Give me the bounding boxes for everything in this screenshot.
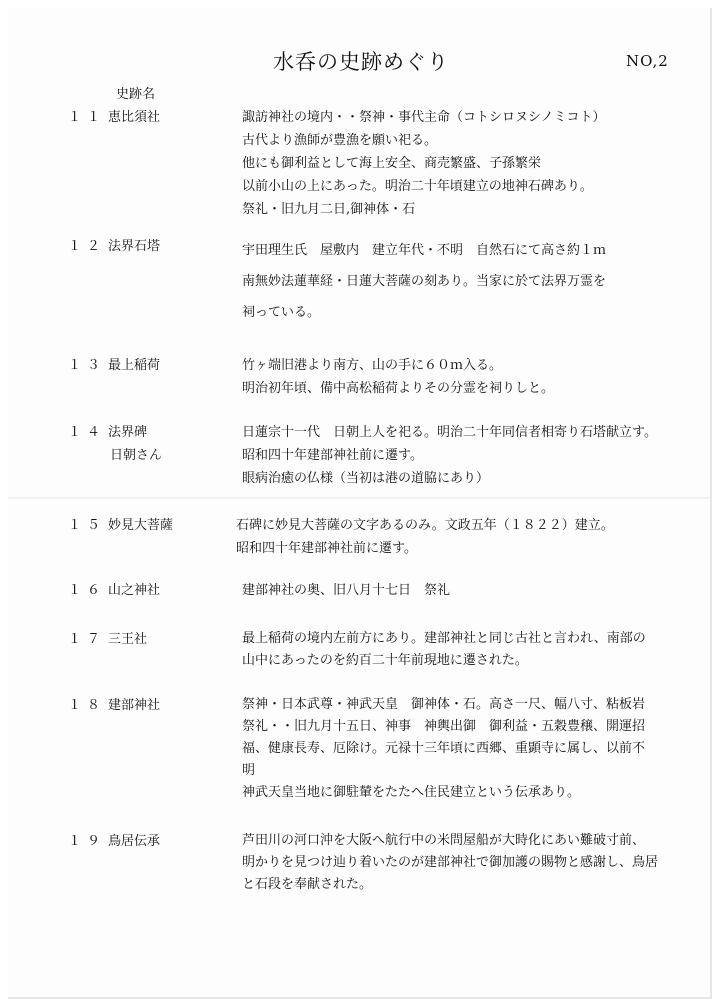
entry-number: １６: [68, 583, 107, 598]
description-line: 古代より漁師が豊漁を願い祀る。: [242, 133, 438, 148]
description-line: 最上稲荷の境内左前方にあり。建部神社と同じ古社と言われ、南部の: [242, 631, 646, 646]
description-line: 芦田川の河口沖を大阪へ航行中の米問屋船が大時化にあい難破寸前、: [242, 833, 646, 848]
paper-fold-line: [8, 497, 710, 499]
description-line: 日蓮宗十一代 日朝上人を祀る。明治二十年同信者相寄り石塔献立す。: [242, 425, 657, 440]
entry-number: １１: [68, 110, 107, 125]
description-line: 宇田理生氏 屋敷内 建立年代・不明 自然石にて高さ約１ｍ: [242, 243, 607, 258]
description-line: 祠っている。: [242, 305, 321, 320]
description-line: と石段を奉献された。: [242, 877, 373, 892]
entry-description: [242, 628, 646, 672]
description-line: 建部神社の奥、旧八月十七日 祭礼: [242, 583, 451, 598]
column-header-site-name: 史跡名: [116, 87, 156, 102]
entry-number: １７: [68, 632, 107, 647]
entry-description: [242, 694, 645, 804]
description-line: 神武天皇当地に御駐輦をたたへ住民建立という伝承あり。: [242, 785, 581, 800]
entry-description: [242, 106, 605, 221]
page-number: NO,2: [626, 52, 669, 70]
description-line: 山中にあったのを約百二十年前現地に遷された。: [242, 653, 528, 668]
entry-name-line: 山之神社: [108, 583, 161, 598]
description-line: 石碑に妙見大菩薩の文字あるのみ。文政五年（１８２２）建立。: [236, 518, 614, 533]
description-line: 昭和四十年建部神社前に遷す。: [242, 448, 423, 463]
description-line: 祭礼・・旧九月十五日、神事 神輿出御 御利益・五穀豊穣、開運招: [242, 719, 646, 734]
description-line: 祭礼・旧九月二日,御神体・石: [242, 202, 416, 217]
entry-name: [108, 579, 160, 602]
entry-description: [236, 514, 614, 560]
entry-name-line: 日朝さん: [110, 448, 163, 463]
entry-name: [108, 694, 160, 717]
description-line: 明かりを見つけ辿り着いたのが建部神社で御加護の賜物と感謝し、鳥居: [242, 855, 659, 870]
description-line: 諏訪神社の境内・・祭神・事代主命（コトシロヌシノミコト）: [242, 110, 606, 125]
entry-name: [108, 514, 173, 537]
entry-description: [242, 579, 450, 602]
entry-name-line: 建部神社: [108, 698, 161, 713]
entry-name: [108, 421, 162, 467]
document-title: 水呑の史跡めぐり: [273, 50, 449, 74]
description-line: 昭和四十年建部神社前に遷す。: [236, 541, 417, 556]
entry-name: [108, 235, 160, 258]
description-line: 竹ヶ端旧港より南方、山の手に６０ｍ入る。: [242, 358, 503, 373]
description-line: 南無妙法蓮華経・日蓮大菩薩の刻あり。当家に於て法界万霊を: [242, 274, 607, 289]
entry-name-line: 法界碑: [108, 425, 148, 440]
entry-name-line: 恵比須社: [108, 110, 161, 125]
description-line: 以前小山の上にあった。明治二十年頃建立の地神石碑あり。: [242, 179, 593, 194]
entry-name: [108, 354, 160, 377]
description-line: 他にも御利益として海上安全、商売繁盛、子孫繁栄: [242, 156, 542, 171]
entry-description: [242, 354, 554, 400]
entry-number: １３: [68, 358, 107, 373]
document-page: [8, 8, 712, 999]
entry-number: １５: [68, 518, 107, 533]
description-line: 眼病治癒の仏様（当初は港の道脇にあり）: [242, 471, 490, 486]
entry-name-line: 最上稲荷: [108, 358, 161, 373]
entry-description: [242, 235, 606, 328]
entry-number: １２: [68, 239, 107, 254]
entry-name: [108, 628, 147, 651]
entry-name-line: 妙見大菩薩: [108, 518, 174, 533]
description-line: 明治初年頃、備中高松稲荷よりその分霊を祠りしと。: [242, 381, 555, 396]
entry-number: １９: [68, 834, 107, 849]
entry-description: [242, 830, 658, 896]
entry-name-line: 法界石塔: [108, 239, 161, 254]
description-line: 祭神・日本武尊・神武天皇 御神体・石。高さ一尺、幅八寸、粘板岩: [242, 697, 646, 712]
entry-name-line: 三王社: [108, 632, 148, 647]
entry-name-line: 鳥居伝承: [108, 834, 161, 849]
description-line: 福、健康長寿、厄除け。元禄十三年頃に西郷、重顕寺に属し、以前不: [242, 741, 646, 756]
entry-number: １８: [68, 698, 107, 713]
description-line: 明: [242, 763, 256, 778]
entry-number: １４: [68, 425, 107, 440]
entry-name: [108, 106, 160, 129]
entry-description: [242, 421, 657, 490]
entry-name: [108, 830, 160, 853]
